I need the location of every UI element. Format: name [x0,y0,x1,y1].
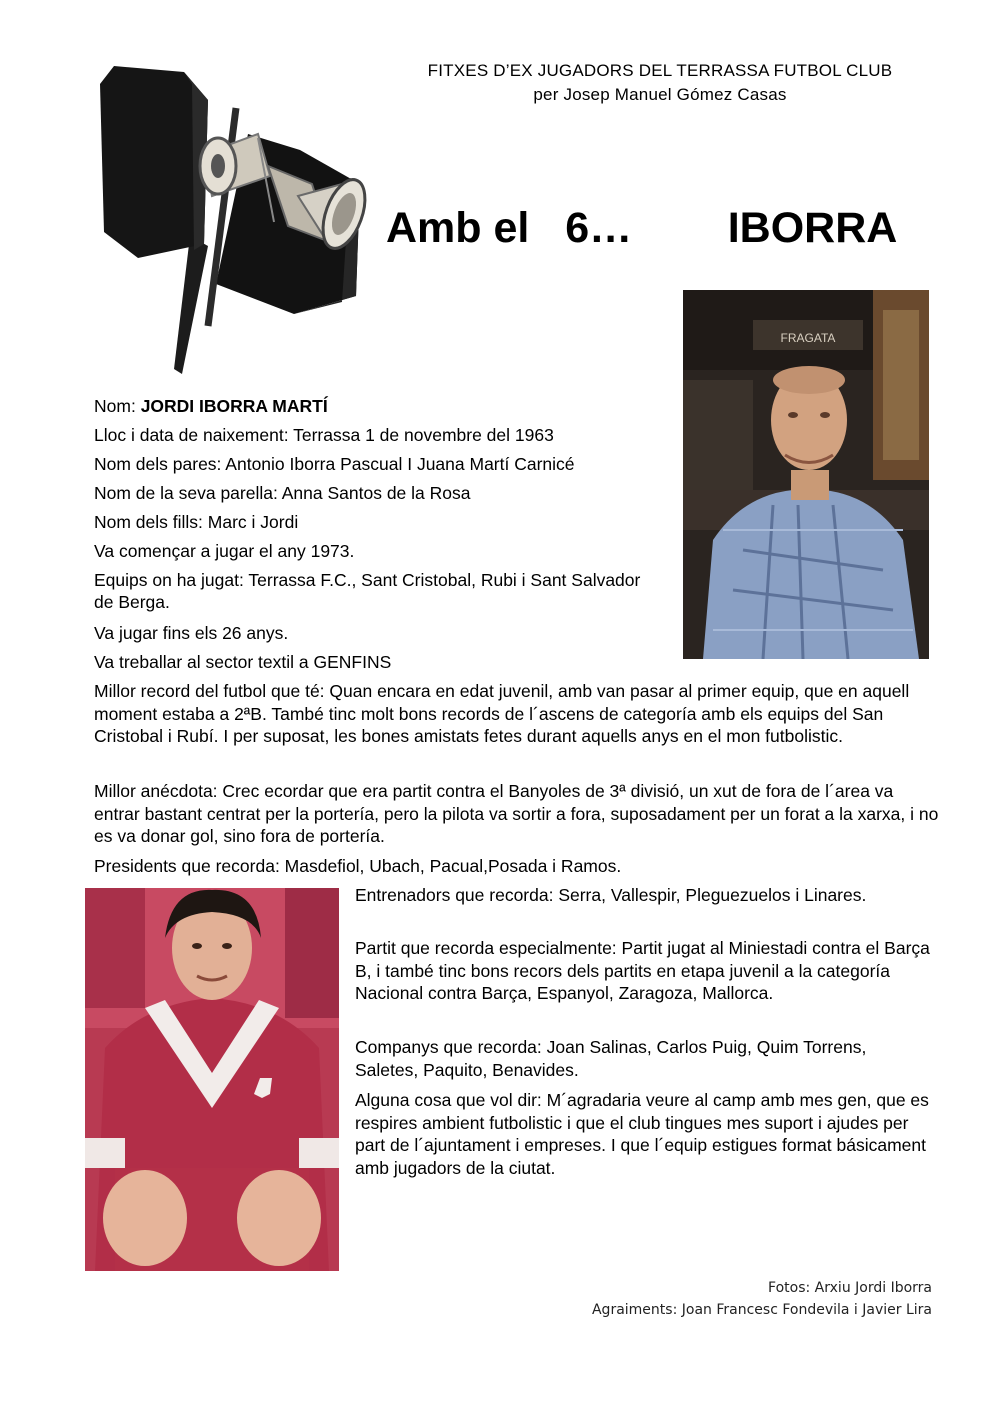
field-lloc: Lloc i data de naixement: Terrassa 1 de novembre del 1963 [94,425,554,445]
field-parella: Nom de la seva parella: Anna Santos de la Rosa [94,483,471,503]
loudspeaker-icon [98,64,370,374]
page-title: Amb el 6… IBORRA [386,204,898,252]
photo-credit: Fotos: Arxiu Jordi Iborra [768,1280,932,1296]
field-fins: Va jugar fins els 26 anys. [94,623,289,643]
header-title: FITXES D’EX JUGADORS DEL TERRASSA FUTBOL CLUB [427,61,893,80]
header-author: per Josep Manuel Gómez Casas [533,85,787,104]
field-equips: Equips on ha jugat: Terrassa F.C., Sant Cristobal, Rubi i Sant Salvador de Berga. [94,570,641,612]
field-entrenadors: Entrenadors que recorda: Serra, Vallespir, Pleguezuelos i Linares. [355,885,867,905]
bar-sign-text: FRAGATA [780,331,836,345]
field-companys: Companys que recorda: Joan Salinas, Carlos Puig, Quim Torrens, Saletes, Paquito, Benavides. [355,1037,867,1080]
field-anecdota: Millor anécdota: Crec ecordar que era partit contra el Banyoles de 3ª divisió, un xut de fora de l´area va entrar bastant centrat per la portería, pero la pilota va sortir a fora, suposadament per un forat a la xarxa, i no es va donar gol, sino fora de portería. [94,781,939,846]
field-partit: Partit que recorda especialmente: Partit jugat al Miniestadi contra el Barça B, i també tinc bons recors dels partits en etapa juvenil a la categoría Nacional contra Barça, Espanyol, Zaragoza, Mallorca. [355,938,930,1003]
field-pares: Nom dels pares: Antonio Iborra Pascual I Juana Martí Carnicé [94,454,575,474]
recent-photo [683,290,929,659]
field-record: Millor record del futbol que té: Quan encara en edat juvenil, amb van pasar al primer equip, que en aquell moment estaba a 2ªB. També tinc molt bons records de l´ascens de categoría amb els equips del San Cristobal i Rubí. I per suposat, les bones amistats fetes durant aquells anys en el mon futbolistic. [94,681,910,746]
field-treballar: Va treballar al sector textil a GENFINS [94,652,392,672]
loudspeaker-image [98,64,370,374]
old-photo [85,888,339,1271]
field-alguna: Alguna cosa que vol dir: M´agradaria veure al camp amb mes gen, que es respires ambient futbolistic i que el club tingues mes suport i ajudes per part de l´ajuntament i empreses. I que l´equip estigues format básicament amb jugadors de la ciutat. [355,1090,929,1178]
field-nom [94,395,328,417]
nom-value: JORDI IBORRA MARTÍ [140,396,328,416]
field-comencar: Va començar a jugar el any 1973. [94,541,355,561]
field-presidents: Presidents que recorda: Masdefiol, Ubach, Pacual,Posada i Ramos. [94,856,622,876]
nom-label: Nom: [94,396,141,416]
field-fills: Nom dels fills: Marc i Jordi [94,512,299,532]
acknowledgements: Agraiments: Joan Francesc Fondevila i Javier Lira [591,1302,932,1318]
